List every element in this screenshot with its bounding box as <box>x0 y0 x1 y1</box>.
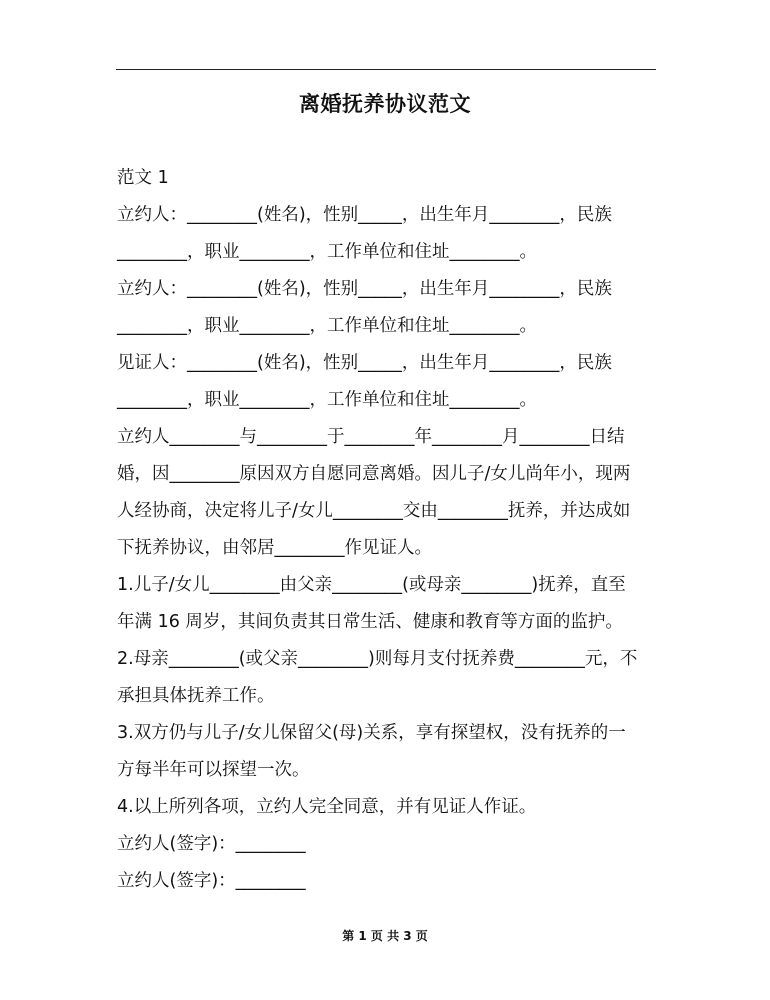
paragraph-line: 婚，因________原因双方自愿同意离婚。因儿子/女儿尚年小，现两 <box>117 464 631 484</box>
paragraph-line: ________，职业________，工作单位和住址________。 <box>117 390 537 410</box>
paragraph-line: 方每半年可以探望一次。 <box>117 760 310 780</box>
paragraph-line: 2.母亲________(或父亲________)则每月支付抚养费________元，不 <box>117 649 638 669</box>
paragraph-line: 年满 16 周岁，其间负责其日常生活、健康和教育等方面的监护。 <box>117 612 623 632</box>
paragraph-line: 立约人：________(姓名)，性别_____，出生年月________，民族 <box>117 279 612 299</box>
paragraph-line: 见证人：________(姓名)，性别_____，出生年月________，民族 <box>117 353 612 373</box>
signature-line: 立约人(签字)：________ <box>117 871 306 891</box>
paragraph-line: 承担具体抚养工作。 <box>117 686 275 706</box>
paragraph-line: 立约人________与________于________年________月________日结 <box>117 427 625 447</box>
paragraph-line: 4.以上所列各项，立约人完全同意，并有见证人作证。 <box>117 797 537 817</box>
paragraph-line: ________，职业________，工作单位和住址________。 <box>117 316 537 336</box>
paragraph-line: 范文 1 <box>117 168 169 188</box>
paragraph-line: ________，职业________，工作单位和住址________。 <box>117 242 537 262</box>
header-rule <box>116 69 656 70</box>
paragraph-line: 下抚养协议，由邻居________作见证人。 <box>117 538 432 558</box>
paragraph-line: 立约人：________(姓名)，性别_____，出生年月________，民族 <box>117 205 612 225</box>
signature-line: 立约人(签字)：________ <box>117 834 306 854</box>
paragraph-line: 1.儿子/女儿________由父亲________(或母亲________)抚养，直至 <box>117 575 626 595</box>
document-title: 离婚抚养协议范文 <box>299 92 471 116</box>
paragraph-line: 3.双方仍与儿子/女儿保留父(母)关系，享有探望权，没有抚养的一 <box>117 723 626 743</box>
document-body <box>117 160 657 900</box>
page-number: 第 1 页 共 3 页 <box>342 929 428 943</box>
paragraph-line: 人经协商，决定将儿子/女儿________交由________抚养，并达成如 <box>117 501 631 521</box>
